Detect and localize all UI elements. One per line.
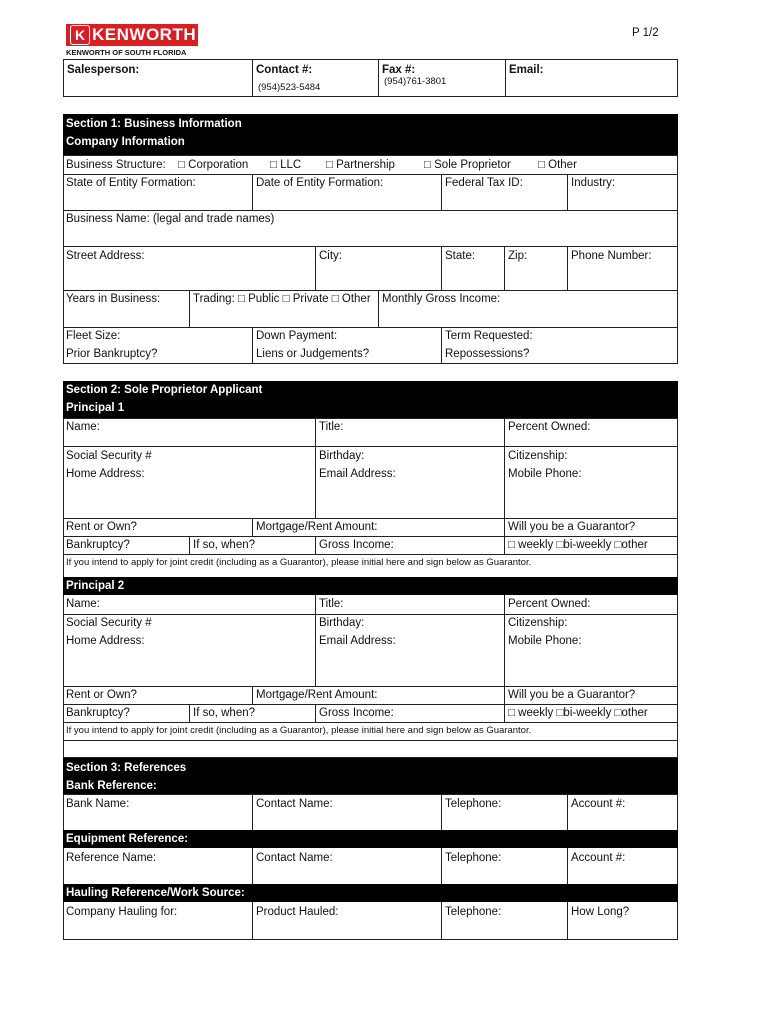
p1-name-field[interactable]: Name: xyxy=(66,421,100,433)
p1-guarantor-question: Will you be a Guarantor? xyxy=(508,521,636,533)
phone-number-field[interactable]: Phone Number: xyxy=(571,250,652,262)
p2-joint-credit-note: If you intend to apply for joint credit (including as a Guarantor), please initial here and sign below as Guarantor. xyxy=(66,725,532,736)
p2-ssn-field[interactable]: Social Security # xyxy=(66,617,152,629)
llc-checkbox[interactable]: □ LLC xyxy=(270,159,302,171)
reference-name-field[interactable]: Reference Name: xyxy=(66,852,157,864)
salesperson-label: Salesperson: xyxy=(67,64,140,76)
p1-mobile-field[interactable]: Mobile Phone: xyxy=(508,468,582,480)
p1-rent-own-field[interactable]: Rent or Own? xyxy=(66,521,137,533)
monthly-gross-income-field[interactable]: Monthly Gross Income: xyxy=(382,293,501,305)
dealer-name: KENWORTH OF SOUTH FLORIDA xyxy=(66,48,187,57)
repossessions-field[interactable]: Repossessions? xyxy=(445,348,530,360)
p1-gross-income-field[interactable]: Gross Income: xyxy=(319,539,394,551)
bank-name-field[interactable]: Bank Name: xyxy=(66,798,130,810)
bank-reference-title: Bank Reference: xyxy=(66,780,157,792)
trading-options[interactable]: Trading: □ Public □ Private □ Other xyxy=(193,293,371,305)
p1-birthday-field[interactable]: Birthday: xyxy=(319,450,365,462)
product-hauled-field[interactable]: Product Hauled: xyxy=(256,906,339,918)
equipment-telephone-field[interactable]: Telephone: xyxy=(445,852,502,864)
fax-value: (954)761-3801 xyxy=(384,76,447,87)
company-hauling-for-field[interactable]: Company Hauling for: xyxy=(66,906,178,918)
term-requested-field[interactable]: Term Requested: xyxy=(445,330,533,342)
p2-citizenship-field[interactable]: Citizenship: xyxy=(508,617,568,629)
hauling-telephone-field[interactable]: Telephone: xyxy=(445,906,502,918)
how-long-field[interactable]: How Long? xyxy=(571,906,630,918)
logo-text: KENWORTH xyxy=(92,25,197,44)
state-of-entity-field[interactable]: State of Entity Formation: xyxy=(66,177,196,189)
other-checkbox[interactable]: □ Other xyxy=(538,159,577,171)
section3-title: Section 3: References xyxy=(66,762,187,774)
p2-birthday-field[interactable]: Birthday: xyxy=(319,617,365,629)
fleet-size-field[interactable]: Fleet Size: xyxy=(66,330,121,342)
equipment-reference-title: Equipment Reference: xyxy=(66,833,189,845)
p2-name-field[interactable]: Name: xyxy=(66,598,100,610)
p1-home-address-field[interactable]: Home Address: xyxy=(66,468,145,480)
p1-email-field[interactable]: Email Address: xyxy=(319,468,396,480)
principal2-title: Principal 2 xyxy=(66,580,125,592)
contact-label: Contact #: xyxy=(256,64,313,76)
zip-field[interactable]: Zip: xyxy=(508,250,528,262)
bank-contact-name-field[interactable]: Contact Name: xyxy=(256,798,333,810)
p2-frequency-checkboxes[interactable]: □ weekly □bi-weekly □other xyxy=(508,707,648,719)
partnership-checkbox[interactable]: □ Partnership xyxy=(326,159,395,171)
liens-field[interactable]: Liens or Judgements? xyxy=(256,348,370,360)
p2-rent-own-field[interactable]: Rent or Own? xyxy=(66,689,137,701)
company-information-title: Company Information xyxy=(66,136,185,148)
page-number: P 1/2 xyxy=(632,27,659,39)
p1-joint-credit-note: If you intend to apply for joint credit (including as a Guarantor), please initial here and sign below as Guarantor. xyxy=(66,557,532,568)
p2-gross-income-field[interactable]: Gross Income: xyxy=(319,707,394,719)
p2-if-so-when-field[interactable]: If so, when? xyxy=(193,707,256,719)
sole-proprietor-checkbox[interactable]: □ Sole Proprietor xyxy=(424,159,511,171)
p2-mortgage-field[interactable]: Mortgage/Rent Amount: xyxy=(256,689,378,701)
p1-ssn-field[interactable]: Social Security # xyxy=(66,450,152,462)
p1-bankruptcy-field[interactable]: Bankruptcy? xyxy=(66,539,130,551)
p2-email-field[interactable]: Email Address: xyxy=(319,635,396,647)
business-name-field[interactable]: Business Name: (legal and trade names) xyxy=(66,213,275,225)
p1-frequency-checkboxes[interactable]: □ weekly □bi-weekly □other xyxy=(508,539,648,551)
street-address-field[interactable]: Street Address: xyxy=(66,250,145,262)
p1-title-field[interactable]: Title: xyxy=(319,421,344,433)
p1-mortgage-field[interactable]: Mortgage/Rent Amount: xyxy=(256,521,378,533)
section2-title: Section 2: Sole Proprietor Applicant xyxy=(66,384,263,396)
p2-title-field[interactable]: Title: xyxy=(319,598,344,610)
p2-percent-owned-field[interactable]: Percent Owned: xyxy=(508,598,591,610)
business-structure-label: Business Structure: xyxy=(66,159,166,171)
p2-bankruptcy-field[interactable]: Bankruptcy? xyxy=(66,707,130,719)
p1-percent-owned-field[interactable]: Percent Owned: xyxy=(508,421,591,433)
principal1-title: Principal 1 xyxy=(66,402,125,414)
prior-bankruptcy-field[interactable]: Prior Bankruptcy? xyxy=(66,348,158,360)
federal-tax-id-field[interactable]: Federal Tax ID: xyxy=(445,177,523,189)
contact-value: (954)523-5484 xyxy=(258,82,321,93)
equipment-account-field[interactable]: Account #: xyxy=(571,852,626,864)
years-in-business-field[interactable]: Years in Business: xyxy=(66,293,161,305)
principal2-header xyxy=(63,577,678,595)
p2-mobile-field[interactable]: Mobile Phone: xyxy=(508,635,582,647)
p1-citizenship-field[interactable]: Citizenship: xyxy=(508,450,568,462)
bank-telephone-field[interactable]: Telephone: xyxy=(445,798,502,810)
logo-k-mark: K xyxy=(70,25,90,45)
state-field[interactable]: State: xyxy=(445,250,476,262)
p1-if-so-when-field[interactable]: If so, when? xyxy=(193,539,256,551)
p2-guarantor-question: Will you be a Guarantor? xyxy=(508,689,636,701)
bank-account-field[interactable]: Account #: xyxy=(571,798,626,810)
p2-home-address-field[interactable]: Home Address: xyxy=(66,635,145,647)
fax-label: Fax #: xyxy=(382,64,416,76)
hauling-reference-title: Hauling Reference/Work Source: xyxy=(66,887,245,899)
equipment-contact-name-field[interactable]: Contact Name: xyxy=(256,852,333,864)
email-label: Email: xyxy=(509,64,544,76)
section1-title: Section 1: Business Information xyxy=(66,118,242,130)
down-payment-field[interactable]: Down Payment: xyxy=(256,330,338,342)
industry-field[interactable]: Industry: xyxy=(571,177,616,189)
corporation-checkbox[interactable]: □ Corporation xyxy=(178,159,249,171)
contact-row xyxy=(63,59,678,97)
city-field[interactable]: City: xyxy=(319,250,342,262)
date-of-entity-field[interactable]: Date of Entity Formation: xyxy=(256,177,384,189)
